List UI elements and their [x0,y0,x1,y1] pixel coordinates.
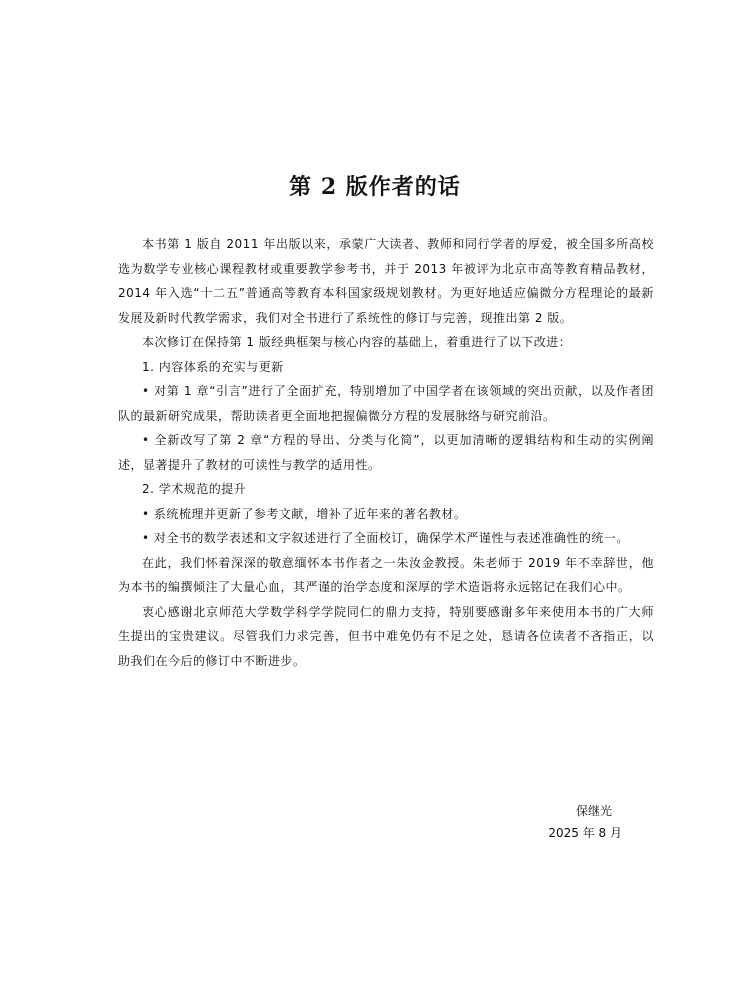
signature-block [548,800,622,844]
preface-body [118,232,654,673]
author-name: 保继光 [575,804,612,818]
bullet-references: • 系统梳理并更新了参考文献，增补了近年来的著名教材。 [142,506,467,521]
page-title: 第 2 版作者的话 [289,174,461,200]
bullet-chapter-2: • 全新改写了第 2 章“方程的导出、分类与化简”，以更加清晰的逻辑结构和生动的实例阐述，显著提升了教材的可读性与教学的适用性。 [118,433,654,472]
paragraph-memorial: 在此，我们怀着深深的敬意缅怀本书作者之一朱汝金教授。朱老师于 2019 年不幸辞世，他为本书的编撰倾注了大量心血，其严谨的治学态度和深厚的学术造诣将永远铭记在我们心中。 [118,555,654,594]
paragraph-revision-summary: 本次修订在保持第 1 版经典框架与核心内容的基础上，着重进行了以下改进： [142,335,572,349]
bullet-proofreading: • 对全书的数学表述和文字叙述进行了全面校订，确保学术严谨性与表述准确性的统一。 [142,531,629,545]
signature-date: 2025 年 8 月 [548,826,622,840]
bullet-chapter-1: • 对第 1 章“引言”进行了全面扩充，特别增加了中国学者在该领域的突出贡献，以及作者团队的最新研究成果，帮助读者更全面地把握偏微分方程的发展脉络与研究前沿。 [118,384,654,423]
section-heading-content: 1. 内容体系的充实与更新 [142,359,284,374]
paragraph-intro: 本书第 1 版自 2011 年出版以来，承蒙广大读者、教师和同行学者的厚爱，被全国多所高校选为数学专业核心课程教材或重要教学参考书，并于 2013 年被评为北京市高等教育精品教材，2014 年入选“十二五”普通高等教育本科国家级规划教材。为更好地适应偏微分方程理论的最新发展及新时代教学需求，我们对全书进行了系统性的修订与完善，现推出第 2 版。 [118,237,654,325]
paragraph-acknowledgements: 衷心感谢北京师范大学数学科学学院同仁的鼎力支持，特别要感谢多年来使用本书的广大师生提出的宝贵建议。尽管我们力求完善，但书中难免仍有不足之处，恳请各位读者不吝指正，以助我们在今后的修订中不断进步。 [118,604,654,668]
section-heading-norms: 2. 学术规范的提升 [142,482,247,496]
